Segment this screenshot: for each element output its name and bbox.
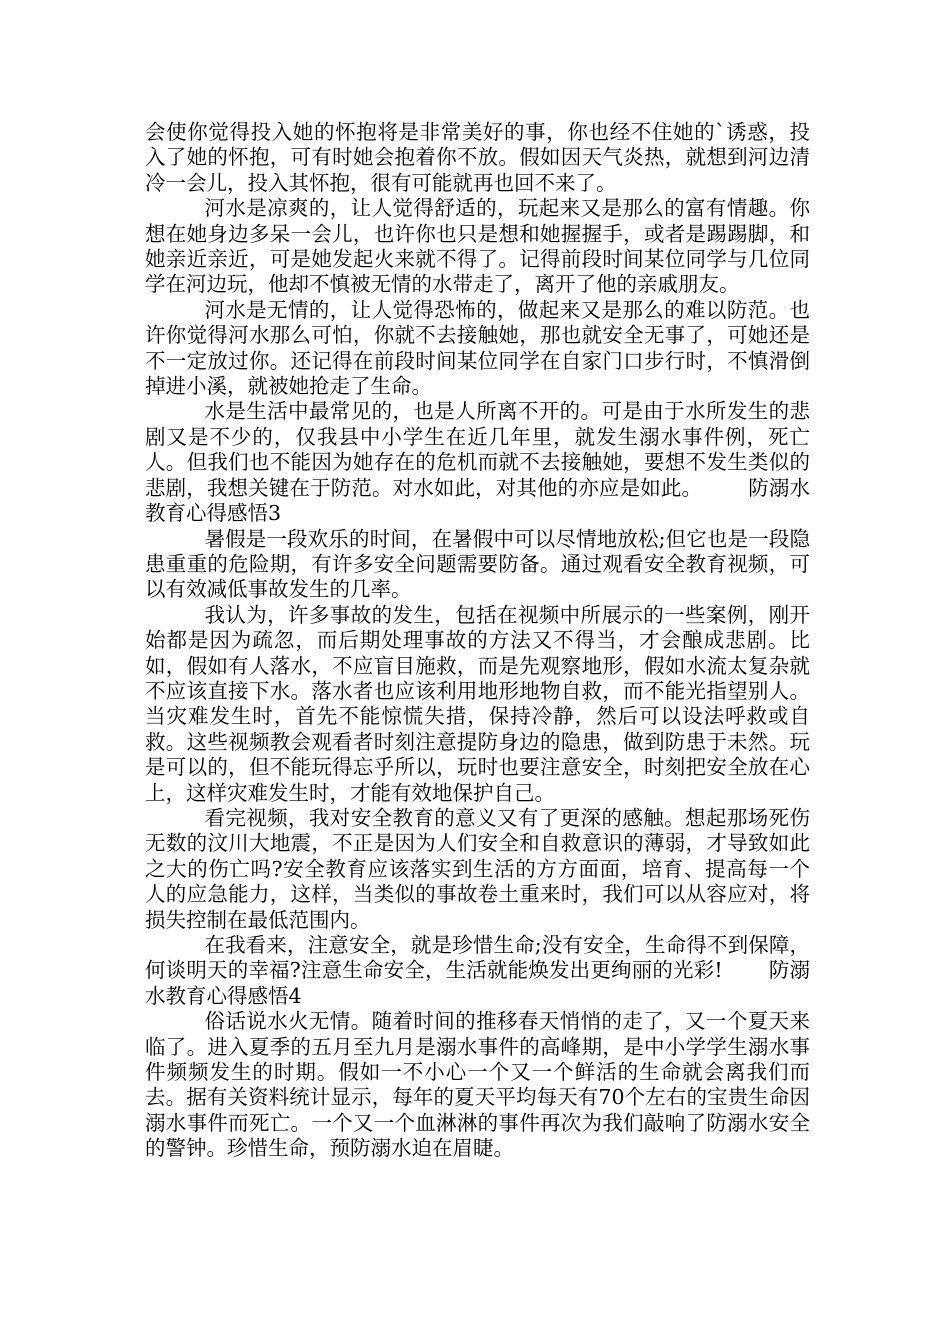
paragraph-text: 暑假是一段欢乐的时间，在暑假中可以尽情地放松;但它也是一段隐患重重的危险期，有许多安全问题需要防备。通过观看安全教育视频，可以有效减低事故发生的几率。 [145,526,810,602]
section-heading-3: 防溺水教育心得感悟3 [145,475,811,526]
paragraph-text: 河水是无情的，让人觉得恐怖的，做起来又是那么的难以防范。也许你觉得河水那么可怕，你就不去接触她，那也就安全无事了，可她还是不一定放过你。还记得在前段时间某位同学在自家门口步行时，不慎滑倒掉进小溪，就被她抢走了生命。 [145,297,810,399]
paragraph-text: 会使你觉得投入她的怀抱将是非常美好的事，你也经不住她的`诱惑，投入了她的怀抱，可有时她会抱着你不放。假如因天气炎热，就想到河边清冷一会儿，投入其怀抱，很有可能就再也回不来了。 [145,120,810,195]
paragraph-8 [145,933,810,1009]
paragraph-text: 俗话说水火无情。随着时间的推移春天悄悄的走了，又一个夏天来临了。进入夏季的五月至九月是溺水事件的高峰期，是中小学学生溺水事件频频发生的时期。假如一不小心一个又一个鲜活的生命就会离我们而去。据有关资料统计显示，每年的夏天平均每天有70个左右的宝贵生命因溺水事件而死亡。一个又一个血淋淋的事件再次为我们敲响了防溺水安全的警钟。珍惜生命，预防溺水迫在眉睫。 [145,1009,810,1161]
paragraph-text: 我认为，许多事故的发生，包括在视频中所展示的一些案例，刚开始都是因为疏忽，而后期处理事故的方法又不得当，才会酿成悲剧。比如，假如有人落水，不应盲目施救，而是先观察地形，假如水流太复杂就不应该直接下水。落水者也应该利用地形地物自救，而不能光指望别人。当灾难发生时，首先不能惊慌失措，保持冷静，然后可以设法呼救或自救。这些视频教会观看者时刻注意提防身边的隐患，做到防患于未然。玩是可以的，但不能玩得忘乎所以，玩时也要注意安全，时刻把安全放在心上，这样灾难发生时，才能有效地保护自己。 [145,602,810,805]
paragraph-9 [145,1009,810,1161]
paragraph-text: 在我看来，注意安全，就是珍惜生命;没有安全，生命得不到保障，何谈明天的幸福?注意生命安全，生活就能焕发出更绚丽的光彩! [145,933,810,983]
paragraph-5 [145,527,810,603]
paragraph-6 [145,603,810,806]
paragraph-text: 河水是凉爽的，让人觉得舒适的，玩起来又是那么的富有情趣。你想在她身边多呆一会儿，也许你也只是想和她握握手，或者是踢踢脚，和她亲近亲近，可是她发起火来就不得了。记得前段时间某位同学与几位同学在河边玩，他却不慎被无情的水带走了，离开了他的亲戚朋友。 [145,196,810,297]
paragraph-text: 水是生活中最常见的，也是人所离不开的。可是由于水所发生的悲剧又是不少的，仅我县中小学生在近几年里，就发生溺水事件例，死亡人。但我们也不能因为她存在的危机而就不去接触她，要想不发生类似的悲剧，我想关键在于防范。对水如此，对其他的亦应是如此。 [145,399,810,500]
paragraph-text: 看完视频，我对安全教育的意义又有了更深的感触。想起那场死伤无数的汶川大地震，不正是因为人们安全和自救意识的薄弱，才导致如此之大的伤亡吗?安全教育应该落实到生活的方方面面，培育、提高每一个人的应急能力，这样，当类似的事故卷土重来时，我们可以从容应对，将损失控制在最低范围内。 [145,805,810,932]
paragraph-3 [145,298,810,400]
document-body [145,120,810,1162]
paragraph-4 [145,399,810,526]
paragraph-1 [145,120,810,196]
paragraph-7 [145,806,810,933]
paragraph-2 [145,196,810,298]
section-heading-4: 防溺水教育心得感悟4 [145,958,811,1008]
